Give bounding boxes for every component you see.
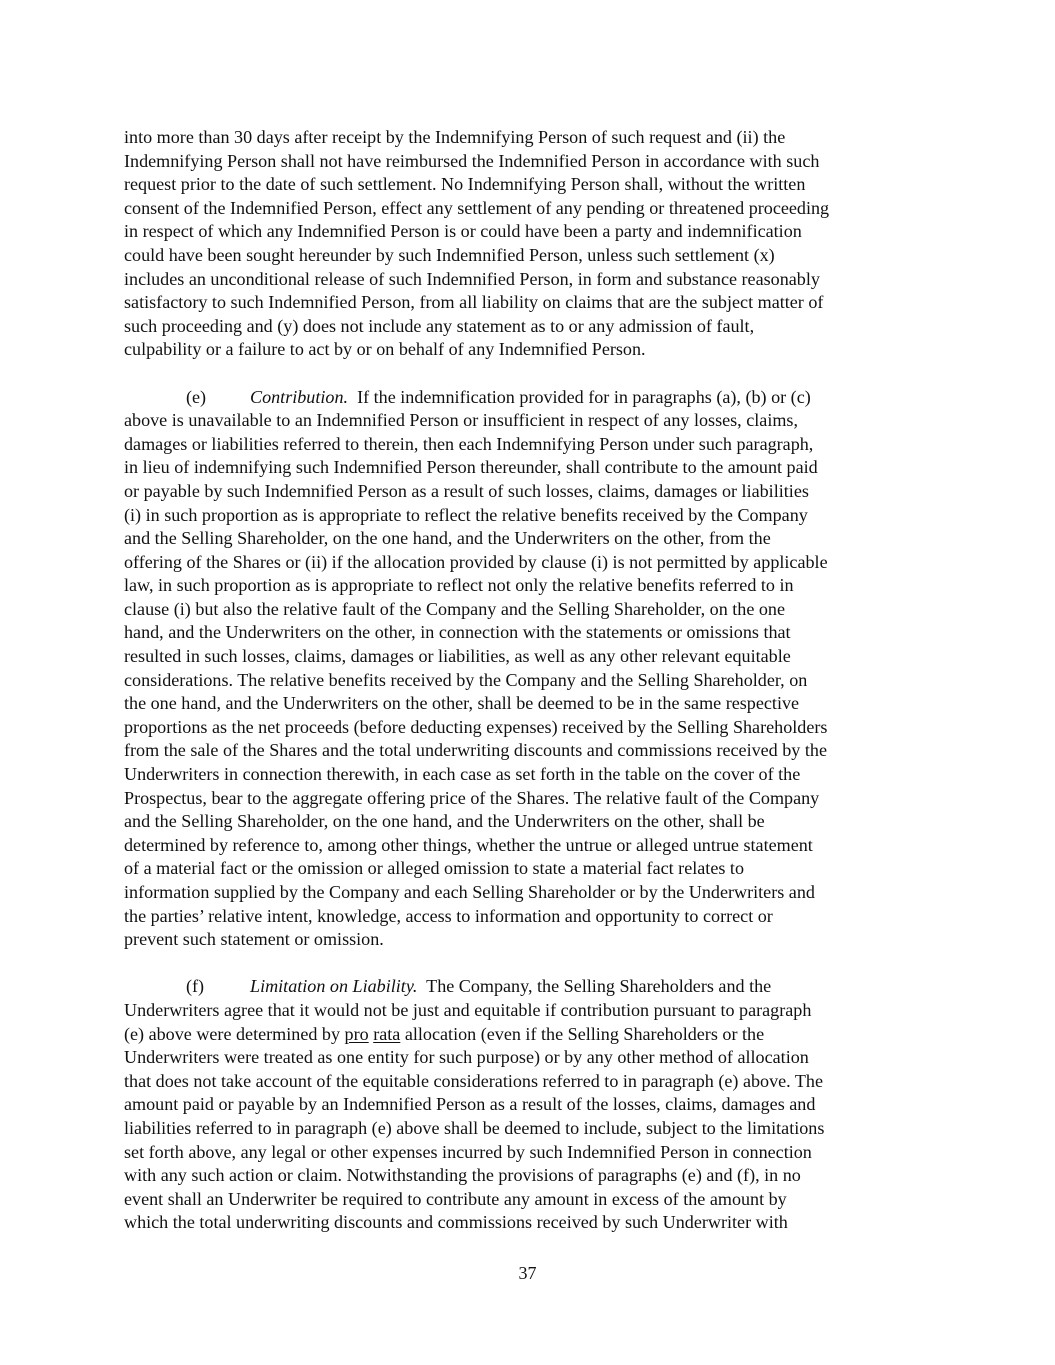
text-line: determined by reference to, among other things, whether the untrue or alleged untrue statement [124,834,813,855]
text-line: Indemnifying Person shall not have reimbursed the Indemnified Person in accordance with such [124,150,820,171]
text-line: in lieu of indemnifying such Indemnified Person thereunder, shall contribute to the amount paid [124,457,818,478]
paragraph-heading: Contribution. [250,386,349,407]
text-line: the one hand, and the Underwriters on the other, shall be deemed to be in the same respective [124,693,800,714]
text-line: proportions as the net proceeds (before deducting expenses) received by the Selling Shareholders [124,716,828,737]
text-fragment: allocation (even if the Selling Shareholders or the [400,1023,765,1044]
text-line: offering of the Shares or (ii) if the allocation provided by clause (i) is not permitted by applicable [124,551,828,572]
text-line: (i) in such proportion as is appropriate to reflect the relative benefits received by the Company [124,504,808,525]
text-line: above is unavailable to an Indemnified Person or insufficient in respect of any losses, claims, [124,410,798,431]
paragraph-e-contribution [124,386,934,952]
text-line: from the sale of the Shares and the total underwriting discounts and commissions received by the [124,740,827,761]
text-line: into more than 30 days after receipt by the Indemnifying Person of such request and (ii) the [124,127,786,147]
underlined-term-rata: rata [373,1023,401,1044]
paragraph-number: (e) [186,386,207,407]
document-page [124,126,934,1235]
text-line: considerations. The relative benefits received by the Company and the Selling Shareholder, on [124,669,808,690]
text-line: with any such action or claim. Notwithstanding the provisions of paragraphs (e) and (f), in no [124,1165,801,1186]
text-line: and the Selling Shareholder, on the one hand, and the Underwriters on the other, shall be [124,811,765,832]
text-fragment: If the indemnification provided for in paragraphs (a), (b) or (c) [357,386,811,407]
text-line: law, in such proportion as is appropriate to reflect not only the relative benefits referred to in [124,575,794,596]
text-line: and the Selling Shareholder, on the one hand, and the Underwriters on the other, from the [124,528,771,549]
text-fragment: (e) above were determined by [124,1023,345,1044]
text-line: hand, and the Underwriters on the other, in connection with the statements or omissions that [124,622,791,643]
text-line: event shall an Underwriter be required to contribute any amount in excess of the amount by [124,1188,787,1209]
paragraph-f-limitation-on-liability [124,975,934,1235]
text-line: set forth above, any legal or other expenses incurred by such Indemnified Person in connection [124,1141,812,1162]
paragraph-f-first-line [124,975,934,999]
text-line: amount paid or payable by an Indemnified Person as a result of the losses, claims, damages and [124,1094,816,1115]
text-line: liabilities referred to in paragraph (e) above shall be deemed to include, subject to the limitations [124,1117,825,1138]
text-line: could have been sought hereunder by such Indemnified Person, unless such settlement (x) [124,244,775,265]
text-fragment: The Company, the Selling Shareholders and the [426,976,772,997]
text-line: consent of the Indemnified Person, effect any settlement of any pending or threatened proceeding [124,197,830,218]
text-line: request prior to the date of such settlement. No Indemnifying Person shall, without the written [124,174,806,195]
text-line: Underwriters were treated as one entity for such purpose) or by any other method of allocation [124,1047,809,1068]
text-line: or payable by such Indemnified Person as a result of such losses, claims, damages or liabilities [124,480,809,501]
text-line: damages or liabilities referred to therein, then each Indemnifying Person under such paragraph, [124,433,814,454]
text-line: resulted in such losses, claims, damages or liabilities, as well as any other relevant equitable [124,646,791,667]
paragraph-d-continuation [124,126,934,362]
text-line: Underwriters in connection therewith, in each case as set forth in the table on the cover of the [124,764,801,785]
text-line: such proceeding and (y) does not include any statement as to or any admission of fault, [124,315,755,336]
text-line: includes an unconditional release of such Indemnified Person, in form and substance reasonably [124,268,820,289]
text-line: clause (i) but also the relative fault of the Company and the Selling Shareholder, on the one [124,598,786,619]
text-line: in respect of which any Indemnified Person is or could have been a party and indemnification [124,221,802,242]
paragraph-heading: Limitation on Liability. [250,976,418,997]
page-number: 37 [518,1263,537,1283]
text-line: prevent such statement or omission. [124,929,384,950]
text-line: satisfactory to such Indemnified Person, from all liability on claims that are the subject matter of [124,292,824,313]
underlined-term-pro: pro [344,1023,369,1044]
text-line: information supplied by the Company and each Selling Shareholder or by the Underwriters and [124,882,815,902]
text-line: Prospectus, bear to the aggregate offering price of the Shares. The relative fault of the Company [124,787,820,808]
text-line: the parties’ relative intent, knowledge, access to information and opportunity to correct or [124,905,773,926]
paragraph-e-first-line [124,386,934,410]
text-line: culpability or a failure to act by or on behalf of any Indemnified Person. [124,339,646,360]
text-line: of a material fact or the omission or alleged omission to state a material fact relates to [124,858,744,879]
text-line: that does not take account of the equitable considerations referred to in paragraph (e) above. The [124,1070,824,1091]
text-line: Underwriters agree that it would not be just and equitable if contribution pursuant to paragraph [124,999,812,1020]
text-line: which the total underwriting discounts and commissions received by such Underwriter with [124,1212,788,1233]
text-line-pro-rata [124,1023,934,1047]
paragraph-number: (f) [186,976,205,997]
